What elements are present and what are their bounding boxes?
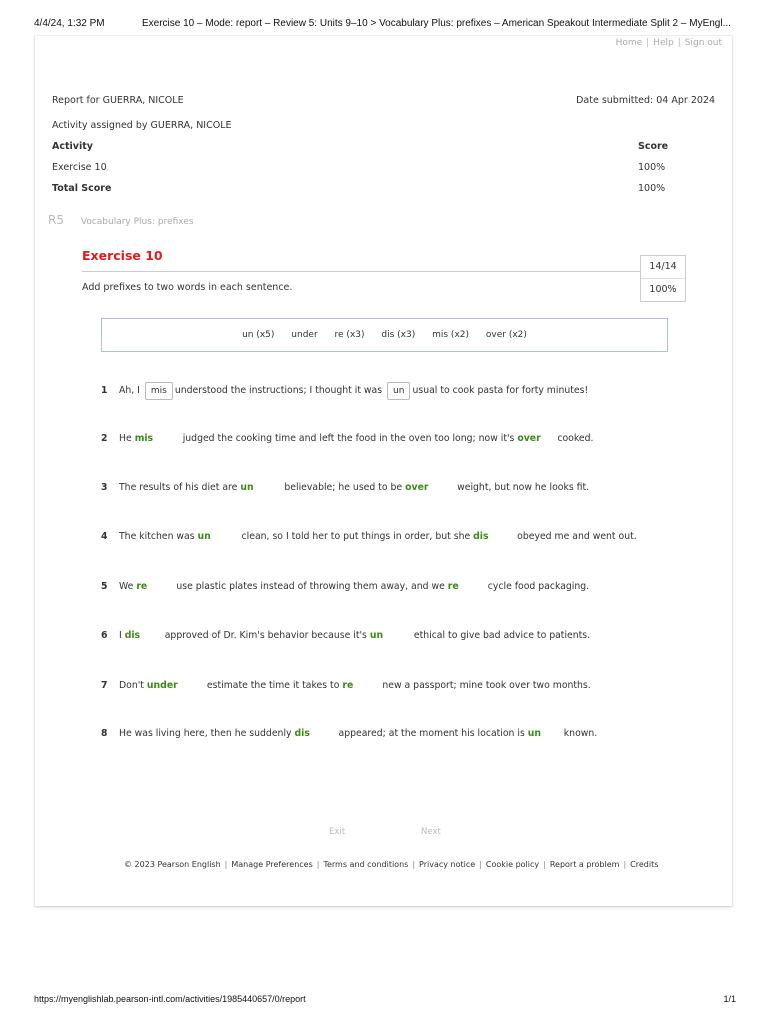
- help-link[interactable]: Help: [653, 38, 674, 48]
- answer-text: over: [405, 482, 429, 493]
- answer-text: under: [146, 680, 178, 691]
- exercise-instructions: Add prefixes to two words in each sentence.: [82, 282, 293, 293]
- top-navigation: [616, 38, 722, 48]
- assigned-by: Activity assigned by GUERRA, NICOLE: [52, 120, 232, 131]
- unit-heading: [48, 213, 194, 227]
- question-item: [101, 724, 597, 744]
- score-percent: 100%: [649, 284, 677, 295]
- question-text: judged the cooking time and left the food in the oven too long; now it's: [182, 433, 515, 444]
- question-text: use plastic plates instead of throwing them away, and we: [176, 581, 445, 592]
- word-bank-item: re (x3): [334, 330, 365, 340]
- activity-name: Exercise 10: [52, 162, 107, 173]
- question-text: cycle food packaging.: [487, 581, 590, 592]
- activity-table-header: [52, 141, 669, 162]
- answer-text: un: [369, 630, 384, 641]
- copyright: © 2023 Pearson English: [124, 860, 221, 869]
- question-text: ethical to give bad advice to patients.: [413, 630, 591, 641]
- activity-header: Activity: [52, 141, 93, 152]
- score-header: Score: [638, 141, 669, 152]
- word-bank: [101, 318, 668, 352]
- exercise-score-box: [640, 255, 686, 302]
- question-text: clean, so I told her to put things in order, but she: [241, 531, 471, 542]
- activity-row: [52, 162, 664, 183]
- activity-table: [52, 141, 669, 204]
- question-text: appeared; at the moment his location is: [338, 728, 525, 739]
- question-item: [101, 676, 591, 696]
- print-url: https://myenglishlab.pearson-intl.com/activities/1985440657/0/report: [34, 994, 306, 1004]
- question-item: [101, 381, 588, 401]
- print-header: [0, 0, 768, 34]
- print-page-number: 1/1: [723, 994, 736, 1004]
- question-item: [101, 626, 590, 646]
- activity-score: 100%: [638, 162, 666, 173]
- unit-name: Vocabulary Plus: prefixes: [80, 217, 194, 227]
- answer-text: re: [136, 581, 148, 592]
- question-number: 6: [101, 630, 108, 641]
- total-score-label: Total Score: [52, 183, 112, 194]
- question-text: weight, but now he looks fit.: [457, 482, 590, 493]
- cookie-policy-link[interactable]: Cookie policy: [485, 860, 540, 869]
- exit-button[interactable]: Exit: [329, 827, 346, 837]
- question-number: 3: [101, 482, 108, 493]
- next-button[interactable]: Next: [421, 827, 441, 837]
- date-submitted: Date submitted: 04 Apr 2024: [576, 95, 715, 106]
- question-text: I: [119, 630, 122, 641]
- question-text: We: [119, 581, 134, 592]
- print-page-title: Exercise 10 – Mode: report – Review 5: Units 9–10 > Vocabulary Plus: prefixes – American Speakout Intermediate Split 2 – MyEngl...: [142, 18, 731, 29]
- footer-separator: |: [623, 860, 627, 869]
- total-score-value: 100%: [638, 183, 666, 194]
- print-footer: [0, 994, 768, 1014]
- word-bank-item: un (x5): [242, 330, 275, 340]
- terms-link[interactable]: Terms and conditions: [323, 860, 409, 869]
- answer-text: mis: [134, 433, 154, 444]
- total-score-row: [52, 183, 664, 204]
- question-text: approved of Dr. Kim's behavior because it's: [164, 630, 367, 641]
- question-item: [101, 577, 589, 597]
- answer-text: re: [342, 680, 354, 691]
- question-text: believable; he used to be: [284, 482, 403, 493]
- question-text: The results of his diet are: [119, 482, 238, 493]
- question-item: [101, 478, 589, 498]
- question-text: He was living here, then he suddenly: [119, 728, 292, 739]
- answer-text: un: [197, 531, 211, 542]
- report-panel: [35, 36, 732, 906]
- question-text: estimate the time it takes to: [206, 680, 340, 691]
- answer-text: re: [447, 581, 459, 592]
- sign-out-link[interactable]: Sign out: [684, 38, 722, 48]
- footer-separator: |: [543, 860, 546, 869]
- question-number: 7: [101, 680, 108, 691]
- answer-text: un: [527, 728, 542, 739]
- question-text: new a passport; mine took over two months.: [382, 680, 591, 691]
- answer-text: un: [240, 482, 254, 493]
- answer-field[interactable]: un: [387, 382, 410, 400]
- question-text: Don't: [119, 680, 144, 691]
- question-text: cooked.: [557, 433, 594, 444]
- manage-preferences-link[interactable]: Manage Preferences: [231, 860, 313, 869]
- question-text: obeyed me and went out.: [517, 531, 637, 542]
- question-number: 1: [101, 385, 108, 396]
- footer-separator: |: [224, 860, 228, 869]
- question-item: [101, 429, 593, 449]
- question-item: [101, 527, 637, 547]
- word-bank-item: over (x2): [485, 330, 527, 340]
- question-text: Ah, I: [119, 385, 140, 396]
- question-text: He: [119, 433, 132, 444]
- exercise-title: Exercise 10: [82, 248, 163, 263]
- credits-link[interactable]: Credits: [630, 860, 659, 869]
- question-number: 5: [101, 581, 108, 592]
- word-bank-item: dis (x3): [381, 330, 416, 340]
- answer-text: over: [517, 433, 541, 444]
- question-text: known.: [563, 728, 598, 739]
- answer-text: dis: [294, 728, 310, 739]
- score-fraction: 14/14: [641, 256, 685, 279]
- report-for: Report for GUERRA, NICOLE: [52, 95, 184, 106]
- print-datetime: 4/4/24, 1:32 PM: [34, 18, 105, 29]
- question-number: 4: [101, 531, 108, 542]
- footer-separator: |: [412, 860, 416, 869]
- footer-separator: |: [316, 860, 320, 869]
- answer-text: dis: [124, 630, 141, 641]
- question-number: 2: [101, 433, 108, 444]
- footer-separator: |: [479, 860, 482, 869]
- answer-text: dis: [473, 531, 489, 542]
- home-link[interactable]: Home: [615, 38, 643, 48]
- site-footer: [124, 860, 658, 869]
- answer-field[interactable]: mis: [145, 382, 173, 400]
- word-bank-item: under: [291, 330, 318, 340]
- nav-separator: |: [677, 38, 681, 48]
- report-problem-link[interactable]: Report a problem: [549, 860, 620, 869]
- question-number: 8: [101, 728, 108, 739]
- question-text: usual to cook pasta for forty minutes!: [412, 385, 589, 396]
- nav-separator: |: [646, 38, 650, 48]
- word-bank-item: mis (x2): [432, 330, 470, 340]
- unit-code: R5: [48, 213, 64, 227]
- exercise-divider: [82, 271, 640, 272]
- privacy-link[interactable]: Privacy notice: [419, 860, 476, 869]
- question-text: The kitchen was: [119, 531, 195, 542]
- question-text: understood the instructions; I thought it was: [174, 385, 383, 396]
